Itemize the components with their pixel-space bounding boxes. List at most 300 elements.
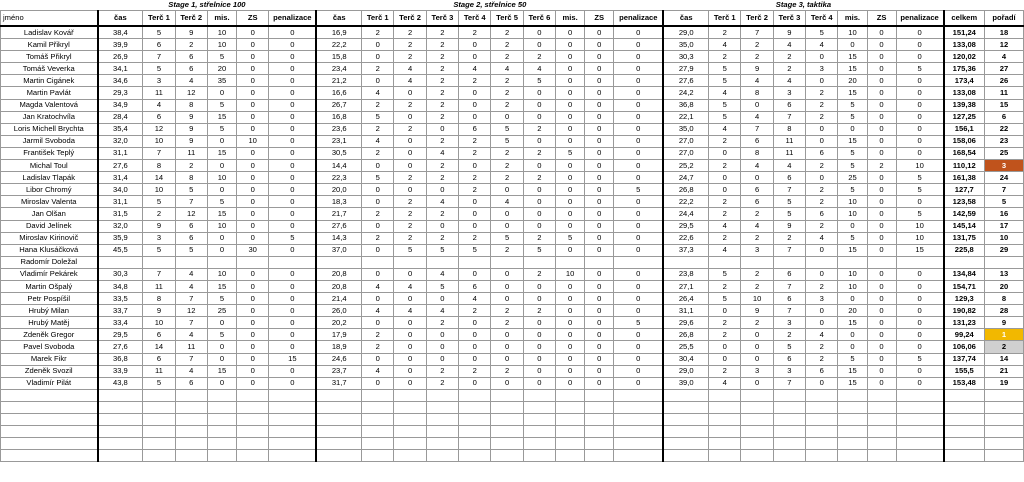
cell: 0: [459, 111, 491, 123]
cell: 2: [773, 51, 805, 63]
cell: 0: [237, 63, 269, 75]
cell: 6: [175, 51, 207, 63]
competitor-name: Marek Fikr: [1, 353, 98, 365]
cell: 31,7: [316, 377, 361, 389]
cell: 23,8: [663, 268, 708, 280]
cell: 33,5: [98, 293, 143, 305]
cell: 0: [614, 293, 664, 305]
cell: [491, 256, 523, 268]
cell: 5: [362, 172, 394, 184]
cell: [394, 256, 426, 268]
cell: 18,3: [316, 196, 361, 208]
cell: 11: [175, 341, 207, 353]
cell: 0: [896, 365, 943, 377]
cell: 22,6: [663, 232, 708, 244]
cell: 26,8: [663, 329, 708, 341]
cell: 9: [741, 63, 773, 75]
cell: 0: [237, 317, 269, 329]
cell: 2: [867, 160, 896, 172]
cell: 0: [896, 305, 943, 317]
total-score: 161,38: [944, 172, 985, 184]
cell: 5: [709, 268, 741, 280]
cell: 0: [556, 26, 585, 39]
cell: 2: [143, 208, 175, 220]
cell: 0: [269, 377, 316, 389]
cell: 11: [143, 87, 175, 99]
cell: 10: [556, 268, 585, 280]
cell: 7: [773, 244, 805, 256]
cell: 0: [806, 377, 838, 389]
cell: 12: [175, 87, 207, 99]
cell: 33,4: [98, 317, 143, 329]
cell: 0: [269, 365, 316, 377]
cell: 0: [614, 123, 664, 135]
cell: 0: [585, 196, 614, 208]
table-row: [1, 341, 1024, 353]
cell: 0: [207, 160, 236, 172]
cell: 6: [773, 172, 805, 184]
cell: 25: [838, 172, 867, 184]
cell: [269, 256, 316, 268]
cell: 5: [709, 293, 741, 305]
cell: 0: [362, 293, 394, 305]
cell: 4: [709, 123, 741, 135]
cell: 0: [269, 293, 316, 305]
cell: 0: [426, 293, 458, 305]
cell: 0: [896, 123, 943, 135]
cell: 35: [207, 75, 236, 87]
cell: 0: [269, 220, 316, 232]
column-header: ZS: [867, 11, 896, 27]
cell: 0: [523, 280, 555, 292]
cell: 5: [838, 147, 867, 159]
cell: 0: [207, 135, 236, 147]
cell: 0: [207, 341, 236, 353]
cell: 14: [143, 341, 175, 353]
cell: 0: [394, 87, 426, 99]
table-row: [1, 172, 1024, 184]
cell: 0: [614, 160, 664, 172]
cell: 6: [175, 220, 207, 232]
cell: 2: [709, 232, 741, 244]
cell: 0: [556, 341, 585, 353]
competitor-name: Martin Ošpalý: [1, 280, 98, 292]
cell: 0: [237, 99, 269, 111]
cell: 22,1: [663, 111, 708, 123]
cell: 0: [614, 244, 664, 256]
cell: 2: [426, 365, 458, 377]
cell: 0: [362, 317, 394, 329]
column-header: Terč 2: [175, 11, 207, 27]
column-header: penalizace: [896, 11, 943, 27]
cell: 10: [207, 39, 236, 51]
cell: 0: [237, 160, 269, 172]
cell: 30,4: [663, 353, 708, 365]
competitor-name: Tomáš Veverka: [1, 63, 98, 75]
cell: 0: [585, 51, 614, 63]
cell: 0: [207, 377, 236, 389]
cell: 9: [175, 111, 207, 123]
cell: 0: [523, 196, 555, 208]
cell: 2: [709, 280, 741, 292]
cell: 0: [806, 305, 838, 317]
cell: 6: [773, 99, 805, 111]
cell: 0: [459, 99, 491, 111]
cell: 0: [614, 329, 664, 341]
cell: 20: [838, 305, 867, 317]
cell: 4: [362, 280, 394, 292]
cell: 2: [806, 341, 838, 353]
cell: 2: [394, 99, 426, 111]
cell: 2: [459, 305, 491, 317]
column-header: Terč 2: [741, 11, 773, 27]
cell: 12: [175, 305, 207, 317]
cell: 5: [491, 135, 523, 147]
cell: 9: [175, 123, 207, 135]
cell: 34,0: [98, 184, 143, 196]
cell: 24,2: [663, 87, 708, 99]
cell: 0: [394, 293, 426, 305]
cell: 8: [741, 147, 773, 159]
cell: 0: [709, 147, 741, 159]
cell: 0: [585, 208, 614, 220]
cell: 0: [491, 293, 523, 305]
cell: 2: [426, 317, 458, 329]
table-row: [1, 147, 1024, 159]
cell: 0: [237, 341, 269, 353]
cell: 0: [207, 244, 236, 256]
cell: 2: [491, 26, 523, 39]
column-header: čas: [316, 11, 361, 27]
cell: 15: [207, 365, 236, 377]
cell: 0: [614, 87, 664, 99]
cell: 10: [207, 26, 236, 39]
cell: [175, 256, 207, 268]
cell: 5: [143, 244, 175, 256]
cell: 4: [459, 293, 491, 305]
rank: 5: [985, 196, 1024, 208]
cell: 4: [143, 99, 175, 111]
cell: 33,9: [98, 365, 143, 377]
cell: 0: [269, 184, 316, 196]
competitor-name: Ladislav Kovář: [1, 26, 98, 39]
cell: 2: [491, 172, 523, 184]
cell: 4: [709, 244, 741, 256]
cell: 0: [709, 172, 741, 184]
cell: 0: [491, 353, 523, 365]
column-header: čas: [663, 11, 708, 27]
cell: 20: [207, 63, 236, 75]
table-row: [1, 208, 1024, 220]
competitor-name: Loris Michell Brychta: [1, 123, 98, 135]
competitor-name: Jarmil Svoboda: [1, 135, 98, 147]
cell: 38,4: [98, 26, 143, 39]
cell: 2: [709, 135, 741, 147]
cell: 7: [143, 268, 175, 280]
cell: 0: [237, 293, 269, 305]
cell: 29,5: [663, 220, 708, 232]
table-row: [1, 305, 1024, 317]
cell: 35,0: [663, 39, 708, 51]
cell: 0: [394, 184, 426, 196]
cell: 0: [459, 220, 491, 232]
cell: 4: [394, 63, 426, 75]
cell: 2: [709, 208, 741, 220]
cell: 0: [362, 353, 394, 365]
cell: 0: [585, 280, 614, 292]
cell: 5: [838, 160, 867, 172]
competitor-name: Martin Cigánek: [1, 75, 98, 87]
cell: 31,5: [98, 208, 143, 220]
cell: 6: [175, 63, 207, 75]
total-score: 127,7: [944, 184, 985, 196]
cell: 43,8: [98, 377, 143, 389]
cell: 29,5: [98, 329, 143, 341]
cell: 0: [896, 26, 943, 39]
rank: 10: [985, 232, 1024, 244]
cell: 0: [269, 99, 316, 111]
cell: 2: [806, 99, 838, 111]
cell: 10: [143, 317, 175, 329]
total-score: 168,54: [944, 147, 985, 159]
cell: 29,3: [98, 87, 143, 99]
total-score: 129,3: [944, 293, 985, 305]
cell: 5: [896, 208, 943, 220]
competitor-name: Hana Klusáčková: [1, 244, 98, 256]
total-score: 127,25: [944, 111, 985, 123]
cell: 20,8: [316, 280, 361, 292]
cell: 10: [207, 220, 236, 232]
cell: 5: [143, 63, 175, 75]
cell: 2: [491, 365, 523, 377]
cell: 26,4: [663, 293, 708, 305]
total-score: 134,84: [944, 268, 985, 280]
cell: 21,4: [316, 293, 361, 305]
cell: 0: [614, 341, 664, 353]
cell: 2: [362, 123, 394, 135]
cell: 0: [867, 63, 896, 75]
cell: 0: [556, 39, 585, 51]
cell: [459, 256, 491, 268]
cell: 2: [426, 26, 458, 39]
cell: 8: [143, 160, 175, 172]
cell: 6: [773, 293, 805, 305]
cell: 4: [806, 232, 838, 244]
total-score: 139,38: [944, 99, 985, 111]
cell: 0: [867, 147, 896, 159]
stage2-title: Stage 2, střelnice 50: [316, 0, 663, 11]
cell: 0: [269, 208, 316, 220]
column-header: Terč 4: [459, 11, 491, 27]
cell: 0: [556, 305, 585, 317]
table-row: [1, 377, 1024, 389]
cell: 2: [709, 329, 741, 341]
cell: 0: [491, 280, 523, 292]
cell: 0: [867, 123, 896, 135]
cell: 0: [614, 353, 664, 365]
cell: 0: [523, 160, 555, 172]
cell: 10: [896, 160, 943, 172]
cell: 0: [614, 51, 664, 63]
table-row: [1, 135, 1024, 147]
cell: 4: [362, 305, 394, 317]
cell: 0: [585, 329, 614, 341]
cell: 0: [867, 196, 896, 208]
competitor-name: Zdeněk Svozil: [1, 365, 98, 377]
cell: 0: [426, 341, 458, 353]
cell: 4: [741, 220, 773, 232]
cell: 2: [459, 147, 491, 159]
total-score: 131,75: [944, 232, 985, 244]
cell: 0: [896, 377, 943, 389]
total-score: [944, 256, 985, 268]
rank: 27: [985, 63, 1024, 75]
cell: 0: [741, 353, 773, 365]
total-score: 99,24: [944, 329, 985, 341]
total-score: 156,1: [944, 123, 985, 135]
cell: 3: [741, 244, 773, 256]
cell: 0: [523, 329, 555, 341]
cell: [838, 256, 867, 268]
total-score: 120,02: [944, 51, 985, 63]
cell: 5: [838, 353, 867, 365]
column-header: Terč 5: [491, 11, 523, 27]
cell: 5: [491, 123, 523, 135]
empty-row: [1, 426, 1024, 438]
cell: 0: [459, 39, 491, 51]
cell: 23,7: [316, 365, 361, 377]
table-row: [1, 196, 1024, 208]
cell: 0: [585, 147, 614, 159]
stage3-title: Stage 3, taktika: [663, 0, 943, 11]
cell: 8: [175, 99, 207, 111]
cell: 2: [491, 39, 523, 51]
cell: 2: [741, 208, 773, 220]
table-row: [1, 99, 1024, 111]
cell: 0: [585, 75, 614, 87]
cell: 6: [143, 39, 175, 51]
cell: 34,9: [98, 99, 143, 111]
cell: 4: [491, 196, 523, 208]
cell: 24,4: [663, 208, 708, 220]
cell: 0: [394, 160, 426, 172]
cell: 12: [143, 123, 175, 135]
column-header: celkem: [944, 11, 985, 27]
cell: 15: [838, 244, 867, 256]
table-row: [1, 123, 1024, 135]
cell: 10: [207, 172, 236, 184]
cell: 29,0: [663, 26, 708, 39]
cell: 5: [838, 111, 867, 123]
table-row: [1, 220, 1024, 232]
cell: 0: [523, 365, 555, 377]
cell: 0: [556, 377, 585, 389]
cell: 0: [585, 305, 614, 317]
cell: 0: [269, 268, 316, 280]
rank: 23: [985, 135, 1024, 147]
table-row: [1, 160, 1024, 172]
cell: 4: [394, 75, 426, 87]
cell: 0: [741, 341, 773, 353]
cell: 2: [523, 305, 555, 317]
cell: [663, 256, 708, 268]
cell: 0: [523, 111, 555, 123]
cell: 0: [838, 329, 867, 341]
cell: 10: [838, 26, 867, 39]
cell: 2: [459, 365, 491, 377]
cell: 2: [709, 196, 741, 208]
cell: 2: [426, 63, 458, 75]
cell: 4: [773, 160, 805, 172]
table-row: [1, 63, 1024, 75]
cell: 2: [426, 75, 458, 87]
cell: 5: [207, 123, 236, 135]
cell: 27,1: [663, 280, 708, 292]
rank: 2: [985, 341, 1024, 353]
cell: 27,6: [98, 160, 143, 172]
competitor-name: Hrubý Matěj: [1, 317, 98, 329]
cell: 2: [491, 87, 523, 99]
cell: 2: [362, 341, 394, 353]
cell: 5: [709, 63, 741, 75]
cell: 33,7: [98, 305, 143, 317]
total-score: 142,59: [944, 208, 985, 220]
cell: 0: [394, 365, 426, 377]
cell: 4: [362, 135, 394, 147]
cell: 2: [773, 232, 805, 244]
cell: 0: [491, 341, 523, 353]
competitor-name: Magda Valentová: [1, 99, 98, 111]
table-row: [1, 51, 1024, 63]
cell: 10: [838, 280, 867, 292]
rank: 14: [985, 353, 1024, 365]
competitor-name: Vladimír Pilát: [1, 377, 98, 389]
cell: 2: [426, 87, 458, 99]
cell: 0: [426, 123, 458, 135]
cell: 32,0: [98, 220, 143, 232]
cell: 0: [585, 63, 614, 75]
cell: 0: [459, 196, 491, 208]
cell: 0: [556, 111, 585, 123]
cell: 0: [362, 39, 394, 51]
cell: 2: [806, 111, 838, 123]
cell: 0: [426, 184, 458, 196]
competitor-name: Pavel Svoboda: [1, 341, 98, 353]
cell: 2: [741, 39, 773, 51]
cell: 7: [773, 377, 805, 389]
cell: 7: [175, 293, 207, 305]
cell: 24,7: [663, 172, 708, 184]
cell: 15: [207, 280, 236, 292]
cell: 0: [556, 317, 585, 329]
cell: 37,0: [316, 244, 361, 256]
cell: [709, 256, 741, 268]
cell: 2: [806, 160, 838, 172]
cell: 2: [491, 317, 523, 329]
cell: 4: [709, 39, 741, 51]
cell: 2: [491, 51, 523, 63]
cell: 2: [523, 232, 555, 244]
cell: 5: [838, 232, 867, 244]
cell: 7: [741, 123, 773, 135]
cell: 3: [773, 317, 805, 329]
cell: 0: [237, 39, 269, 51]
cell: 7: [773, 184, 805, 196]
cell: 4: [175, 329, 207, 341]
cell: 0: [237, 147, 269, 159]
cell: 0: [867, 293, 896, 305]
rank: 20: [985, 280, 1024, 292]
